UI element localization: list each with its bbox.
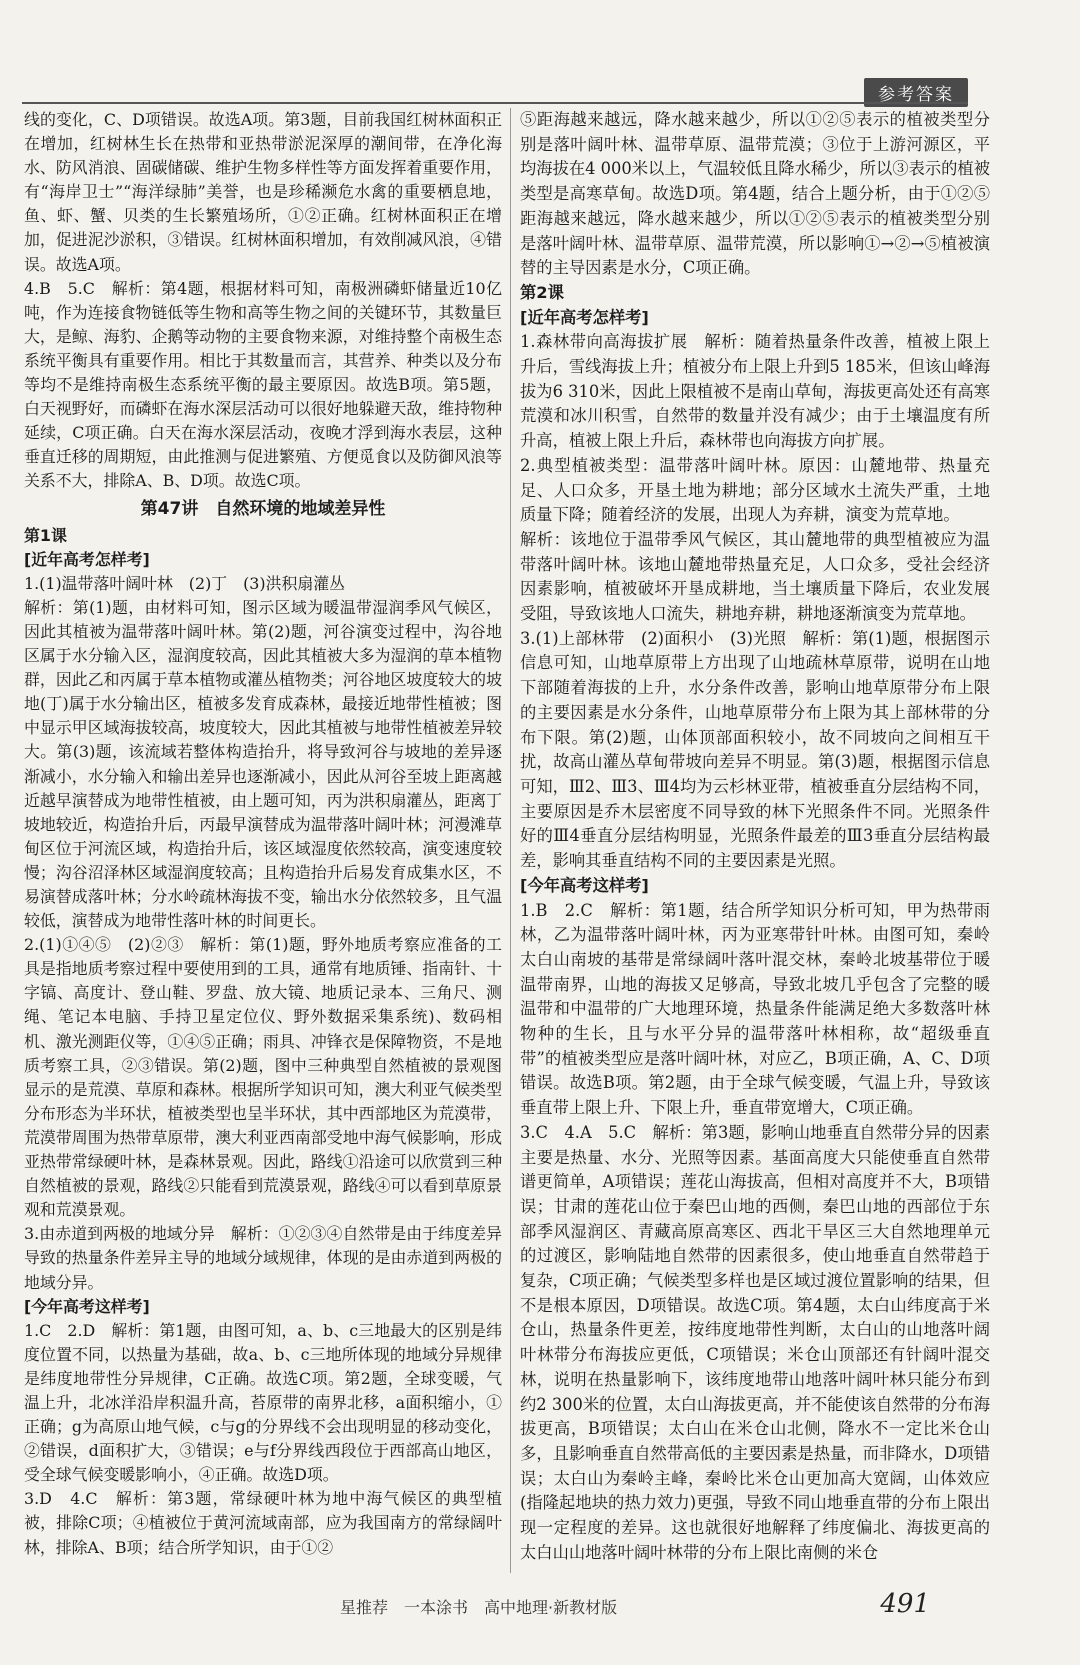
answer-paragraph: ⑤距海越来越远，降水越来越少，所以①②⑤表示的植被类型分别是落叶阔叶林、温带草原、温带荒漠；③位于上游河源区，平均海拔在4 000米以上，气温较低且降水稀少，所以③表示的植被类型是高寒草甸。故选D项。第4题，结合上题分析，由于①②⑤距海越来越远，降水越来越少，所以①②⑤表示的植被类型分别是落叶阔叶林、温带草原、温带荒漠，所以影响①→②→⑤植被演替的主导因素是水分，C项正确。 bbox=[520, 110, 990, 278]
subsection-heading: [近年高考怎样考] bbox=[520, 307, 649, 327]
left-column bbox=[24, 108, 502, 1575]
page-footer bbox=[0, 1589, 1080, 1625]
answer-paragraph: 解析：该地位于温带季风气候区，其山麓地带的典型植被应为温带落叶阔叶林。该地山麓地带热量充足，人口众多，受社会经济因素影响，植被破坏开垦成耕地，当土壤质量下降后，农业发展受阻，导致该地人口流失，耕地弃耕，耕地逐渐演变为荒草地。 bbox=[520, 529, 990, 624]
subsection-heading: [今年高考这样考] bbox=[520, 875, 649, 895]
answer-paragraph: 3.由赤道到两极的地域分异 解析：①②③④自然带是由于纬度差异导致的热量条件差异主导的地域分域规律，体现的是由赤道到两极的地域分异。 bbox=[24, 1224, 502, 1292]
section-title: 第47讲 自然环境的地域差异性 bbox=[140, 498, 386, 519]
subsection-heading: 第2课 bbox=[520, 282, 564, 302]
subsection-heading: [近年高考怎样考] bbox=[24, 549, 150, 569]
answer-paragraph: 3.(1)上部林带 (2)面积小 (3)光照 解析：第(1)题，根据图示信息可知，山地草原带上方出现了山地疏林草原带，说明在山地下部随着海拔的上升，水分条件改善，影响山地草原带分布上限的主要因素是水分条件，山地草原带分布上限为其上部林带的分布下限。第(2)题，山体顶部面积较小，故不同坡向之间相互干扰，故高山灌丛草甸带坡向差异不明显。第(3)题，根据图示信息可知，Ⅲ2、Ⅲ3、Ⅲ4均为云杉林亚带，植被垂直分层结构不同，主要原因是乔木层密度不同导致的林下光照条件不同。光照条件好的Ⅲ4垂直分层结构明显，光照条件最差的Ⅲ3垂直分层结构最差，影响其垂直结构不同的主要因素是光照。 bbox=[520, 628, 990, 871]
answer-paragraph: 1.森林带向高海拔扩展 解析：随着热量条件改善，植被上限上升后，雪线海拔上升；植被分布上限上升到5 185米，但该山峰海拔为6 310米，因此上限植被不是南山草甸，海拔更高处还有高寒荒漠和冰川积雪，自然带的数量并没有减少；由于土壤温度有所升高，植被上限上升后，森林带也向海拔方向扩展。 bbox=[520, 332, 990, 451]
answer-paragraph: 解析：第(1)题，由材料可知，图示区域为暖温带湿润季风气候区，因此其植被为温带落叶阔叶林。第(2)题，河谷演变过程中，沟谷地区属于水分输入区，湿润度较高，因此其植被大多为湿润的草本植物群，因此乙和丙属于草本植物或灌丛植物类；河谷地区坡度较大的坡地(丁)属于水分输出区，植被多发育成森林，最接近地带性植被；图中显示甲区域海拔较高，坡度较大，因此其植被与地带性植被差异较大。第(3)题，该流域若整体构造抬升，将导致河谷与坡地的差异逐渐减小，水分输入和输出差异也逐渐减小，因此从河谷至坡上距离越近越早演替成为地带性植被，由上题可知，丙为洪积扇灌丛，距离丁坡地较近，构造抬升后，丙最早演替成为温带落叶阔叶林；河漫滩草甸区位于河流区域，构造抬升后，该区域湿度依然较高，演变速度较慢；沟谷沼泽林区域湿润度较高；且构造抬升后易发育成集水区，不易演替成落叶林；分水岭疏林海拔不变，输出水分依然较多，且气温较低，演替成为地带性落叶林的时间更长。 bbox=[24, 597, 502, 931]
footer-brand: 星推荐 一本涂书 高中地理·新教材版 bbox=[340, 1598, 618, 1617]
subsection-heading: 第1课 bbox=[24, 525, 67, 545]
column-divider bbox=[510, 108, 511, 1573]
answer-paragraph: 3.D 4.C 解析：第3题，常绿硬叶林为地中海气候区的典型植被，排除C项；④植被位于黄河流域南部，应为我国南方的常绿阔叶林，排除A、B项；结合所学知识，由于①② bbox=[24, 1489, 502, 1557]
subsection-heading: [今年高考这样考] bbox=[24, 1296, 150, 1316]
answer-paragraph: 2.(1)①④⑤ (2)②③ 解析：第(1)题，野外地质考察应准备的工具是指地质考察过程中要使用到的工具，通常有地质锤、指南针、十字镐、高度计、登山鞋、罗盘、放大镜、地质记录本、三角尺、测绳、笔记本电脑、手持卫星定位仪、野外数据采集系统)、数码相机、激光测距仪等，①④⑤正确；雨具、冲锋衣是保障物资，不是地质考察工具，②③错误。第(2)题，图中三种典型自然植被的景观图显示的是荒漠、草原和森林。根据所学知识可知，澳大利亚气候类型分布形态为半环状，植被类型也呈半环状，其中西部地区为荒漠带，荒漠带周围为热带草原带，澳大利亚西南部受地中海气候影响，形成亚热带常绿硬叶林，是森林景观。因此，路线①沿途可以欣赏到三种自然植被的景观，路线②只能看到荒漠景观，路线④可以看到草原景观和荒漠景观。 bbox=[24, 935, 502, 1220]
answer-paragraph: 1.B 2.C 解析：第1题，结合所学知识分析可知，甲为热带雨林，乙为温带落叶阔叶林，丙为亚寒带针叶林。由图可知，秦岭太白山南坡的基带是常绿阔叶落叶混交林，秦岭北坡基带位于暖温带南界，山地的海拔又足够高，导致北坡几乎包含了完整的暖温带和中温带的广大地理环境，热量条件能满足绝大多数落叶林物种的生长，且与水平分异的温带落叶林相称，故“超级垂直带”的植被类型应是落叶阔叶林，对应乙，B项正确，A、C、D项错误。故选B项。第2题，由于全球气候变暖，气温上升，导致该垂直带上限上升、下限上升，垂直带宽增大，C项正确。 bbox=[520, 900, 990, 1118]
answer-paragraph: 1.C 2.D 解析：第1题，由图可知，a、b、c三地最大的区别是纬度位置不同，以热量为基础，故a、b、c三地所体现的地域分异规律是纬度地带性分异规律，C正确。故选C项。第2题，全球变暖，气温上升，北冰洋沿岸积温升高，苔原带的南界北移，a面积缩小，①正确；g为高原山地气候，c与g的分界线不会出现明显的移动变化，②错误，d面积扩大，③错误；e与f分界线西段位于西部高山地区，受全球气候变暖影响小，④正确。故选D项。 bbox=[24, 1320, 502, 1485]
answer-paragraph: 2.典型植被类型：温带落叶阔叶林。原因：山麓地带、热量充足、人口众多，开垦土地为耕地；部分区域水土流失严重，土地质量下降；随着经济的发展，出现人为弃耕，演变为荒草地。 bbox=[520, 455, 990, 525]
answer-paragraph: 4.B 5.C 解析：第4题，根据材料可知，南极洲磷虾储量近10亿吨，作为连接食物链低等生物和高等生物之间的关键环节，其数量巨大，是鲸、海豹、企鹅等动物的主要食物来源，对维持整个南极生态系统平衡具有重要作用。相比于其数量而言，其营养、种类以及分布等均不是维持南极生态系统平衡的最主要原因。故选B项。第5题，白天视野好，而磷虾在海水深层活动可以很好地躲避天敌，维持物种延续，C项正确。白天在海水深层活动，夜晚才浮到海水表层，这种垂直迁移的周期短，由此推测与促进繁殖、方便觅食以及防御风浪等关系不大，排除A、B、D项。故选C项。 bbox=[24, 278, 502, 491]
answer-paragraph: 3.C 4.A 5.C 解析：第3题，影响山地垂直自然带分异的因素主要是热量、水分、光照等因素。基面高度大只能使垂直自然带谱更简单，A项错误；莲花山海拔高，但相对高度并不大，B项错误；甘肃的莲花山位于秦巴山地的西侧，秦巴山地的西部位于东部季风湿润区、青藏高原高寒区、西北干旱区三大自然地理单元的过渡区，影响陆地自然带的因素很多，使山地垂直自然带趋于复杂，C项正确；气候类型多样也是区域过渡位置影响的结果，但不是根本原因，D项错误。故选C项。第4题，太白山纬度高于米仓山，热量条件更差，按纬度地带性判断，太白山的山地落叶阔叶林带分布海拔应更低，C项错误；米仓山顶部还有针阔叶混交林，说明在热量影响下，该纬度地带山地落叶阔叶林只能分布到约2 300米的位置，太白山海拔更高，并不能使该自然带的分布海拔更高，B项错误；太白山在米仓山北侧，降水不一定比米仓山多，且影响垂直自然带高低的主要因素是热量，而非降水，D项错误；太白山为秦岭主峰，秦岭比米仓山更加高大宽阔，山体效应(指隆起地块的热力效力)更强，导致不同山地垂直带的分布上限出现一定程度的差异。这也就很好地解释了纬度偏北、海拔更高的太白山山地落叶阔叶林带的分布上限比南侧的米仓 bbox=[520, 1122, 990, 1562]
header-rule bbox=[22, 102, 968, 104]
page-number: 491 bbox=[880, 1589, 930, 1619]
right-column bbox=[520, 108, 990, 1575]
answer-section-tab: 参考答案 bbox=[864, 78, 968, 107]
page-header bbox=[0, 0, 1080, 110]
answer-paragraph: 1.(1)温带落叶阔叶林 (2)丁 (3)洪积扇灌丛 bbox=[24, 573, 346, 593]
answer-paragraph: 线的变化，C、D项错误。故选A项。第3题，目前我国红树林面积正在增加，红树林生长在热带和亚热带淤泥深厚的潮间带，在净化海水、防风消浪、固碳储碳、维护生物多样性等方面发挥着重要作用，有“海岸卫士”“海洋绿肺”美誉，也是珍稀濒危水禽的重要栖息地，鱼、虾、蟹、贝类的生长繁殖场所，①②正确。红树林面积正在增加，促进泥沙淤积，③错误。红树林面积增加，有效削减风浪，④错误。故选A项。 bbox=[24, 110, 502, 274]
